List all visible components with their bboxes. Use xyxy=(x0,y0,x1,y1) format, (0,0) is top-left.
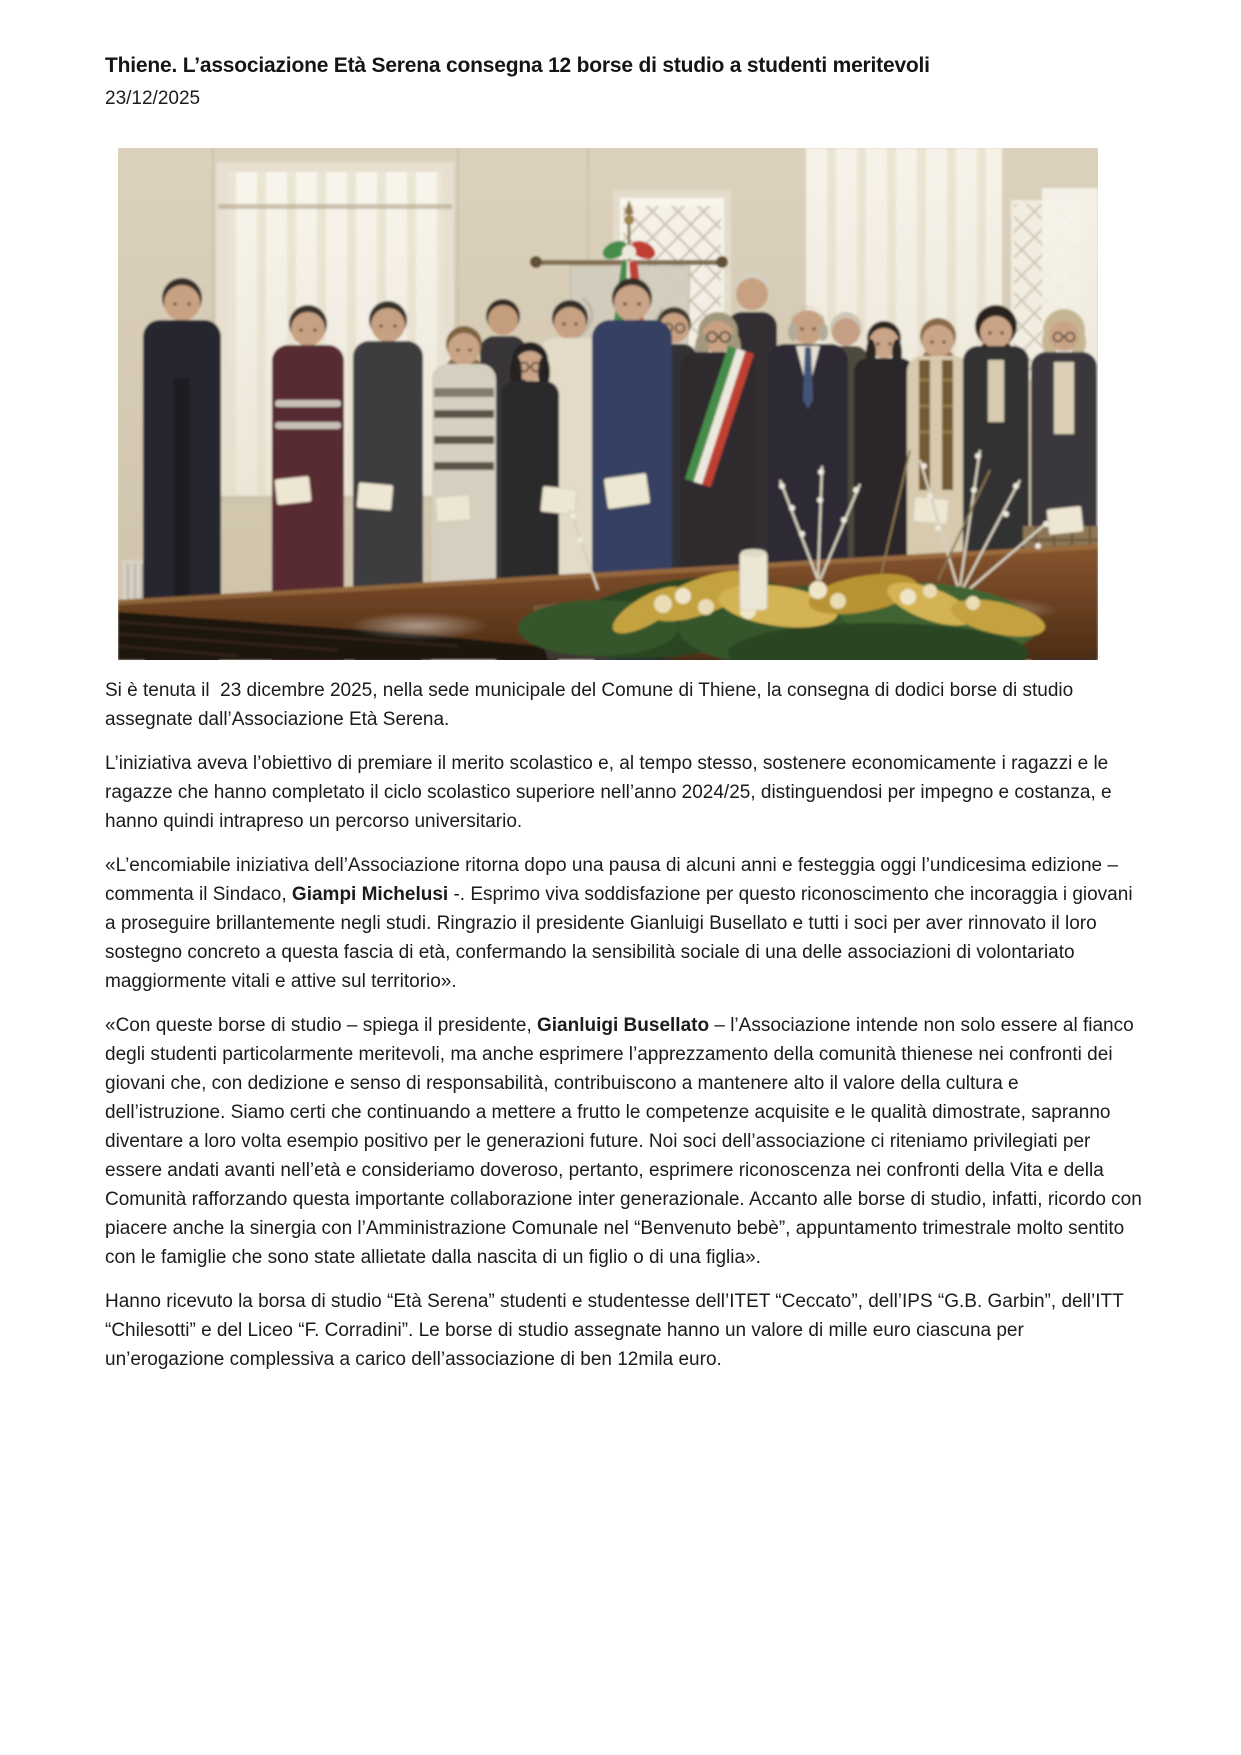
article-title: Thiene. L’associazione Età Serena consegna 12 borse di studio a studenti meritevoli xyxy=(105,54,930,78)
paragraph-3-post: -. Esprimo viva soddisfazione per questo riconoscimento che incoraggia i giovani a proseguire brillantemente negli studi. Ringrazio il presidente Gianluigi Busellato e tutti i soci per aver rinnovato il loro sostegno concreto a questa fascia di età, confermando la sensibilità sociale di una delle associazioni di volontariato maggiormente vitali e attive sul territorio». xyxy=(105,884,1138,992)
paragraph-3 xyxy=(105,851,1143,996)
sindaco-name: Giampi Michelusi xyxy=(291,884,449,905)
presidente-name: Gianluigi Busellato xyxy=(537,1015,710,1036)
paragraph-4 xyxy=(105,1011,1148,1272)
article-photo xyxy=(118,148,1098,660)
paragraph-3-pre: «L’encomiabile iniziativa dell’Associazione ritorna dopo una pausa di alcuni anni e festeggia oggi l’undicesima edizione – commenta il Sindaco, xyxy=(105,855,1124,905)
article-date: 23/12/2025 xyxy=(105,88,201,109)
article-body xyxy=(105,676,1148,1389)
paragraph-1: Si è tenuta il 23 dicembre 2025, nella sede municipale del Comune di Thiene, la consegna di dodici borse di studio assegnate dall’Associazione Età Serena. xyxy=(105,680,1079,730)
paragraph-2: L’iniziativa aveva l’obiettivo di premiare il merito scolastico e, al tempo stesso, sostenere economicamente i ragazzi e le ragazze che hanno completato il ciclo scolastico superiore nell’anno 2024/25, distinguendosi per impegno e costanza, e hanno quindi intrapreso un percorso universitario. xyxy=(105,753,1117,832)
paragraph-4-post: – l’Associazione intende non solo essere al fianco degli studenti particolarmente meritevoli, ma anche esprimere l’apprezzamento della comunità thienese nei confronti dei giovani che, con dedizione e senso di responsabilità, contribuiscono a mantenere alto il valore della cultura e dell’istruzione. Siamo certi che continuando a mettere a frutto le competenze acquisite e le qualità dimostrate, sapranno diventare a loro volta esempio positivo per le generazioni future. Noi soci dell’associazione ci riteniamo privilegiati per essere andati avanti nell’età e consideriamo doveroso, pertanto, esprimere riconoscenza nei confronti della Vita e della Comunità rafforzando questa importante collaborazione inter generazionale. Accanto alle borse di studio, infatti, ricordo con piacere anche la sinergia con l’Amministrazione Comunale nel “Benvenuto bebè”, appuntamento trimestrale molto sentito con le famiglie che sono state allietate dalla nascita di un figlio o di una figlia». xyxy=(105,1015,1148,1268)
paragraph-5: Hanno ricevuto la borsa di studio “Età Serena” studenti e studentesse dell’ITET “Ceccato”, dell’IPS “G.B. Garbin”, dell’ITT “Chilesotti” e del Liceo “F. Corradini”. Le borse di studio assegnate hanno un valore di mille euro ciascuna per un’erogazione complessiva a carico dell’associazione di ben 12mila euro. xyxy=(105,1291,1129,1370)
paragraph-4-pre: «Con queste borse di studio – spiega il presidente, xyxy=(105,1015,537,1036)
